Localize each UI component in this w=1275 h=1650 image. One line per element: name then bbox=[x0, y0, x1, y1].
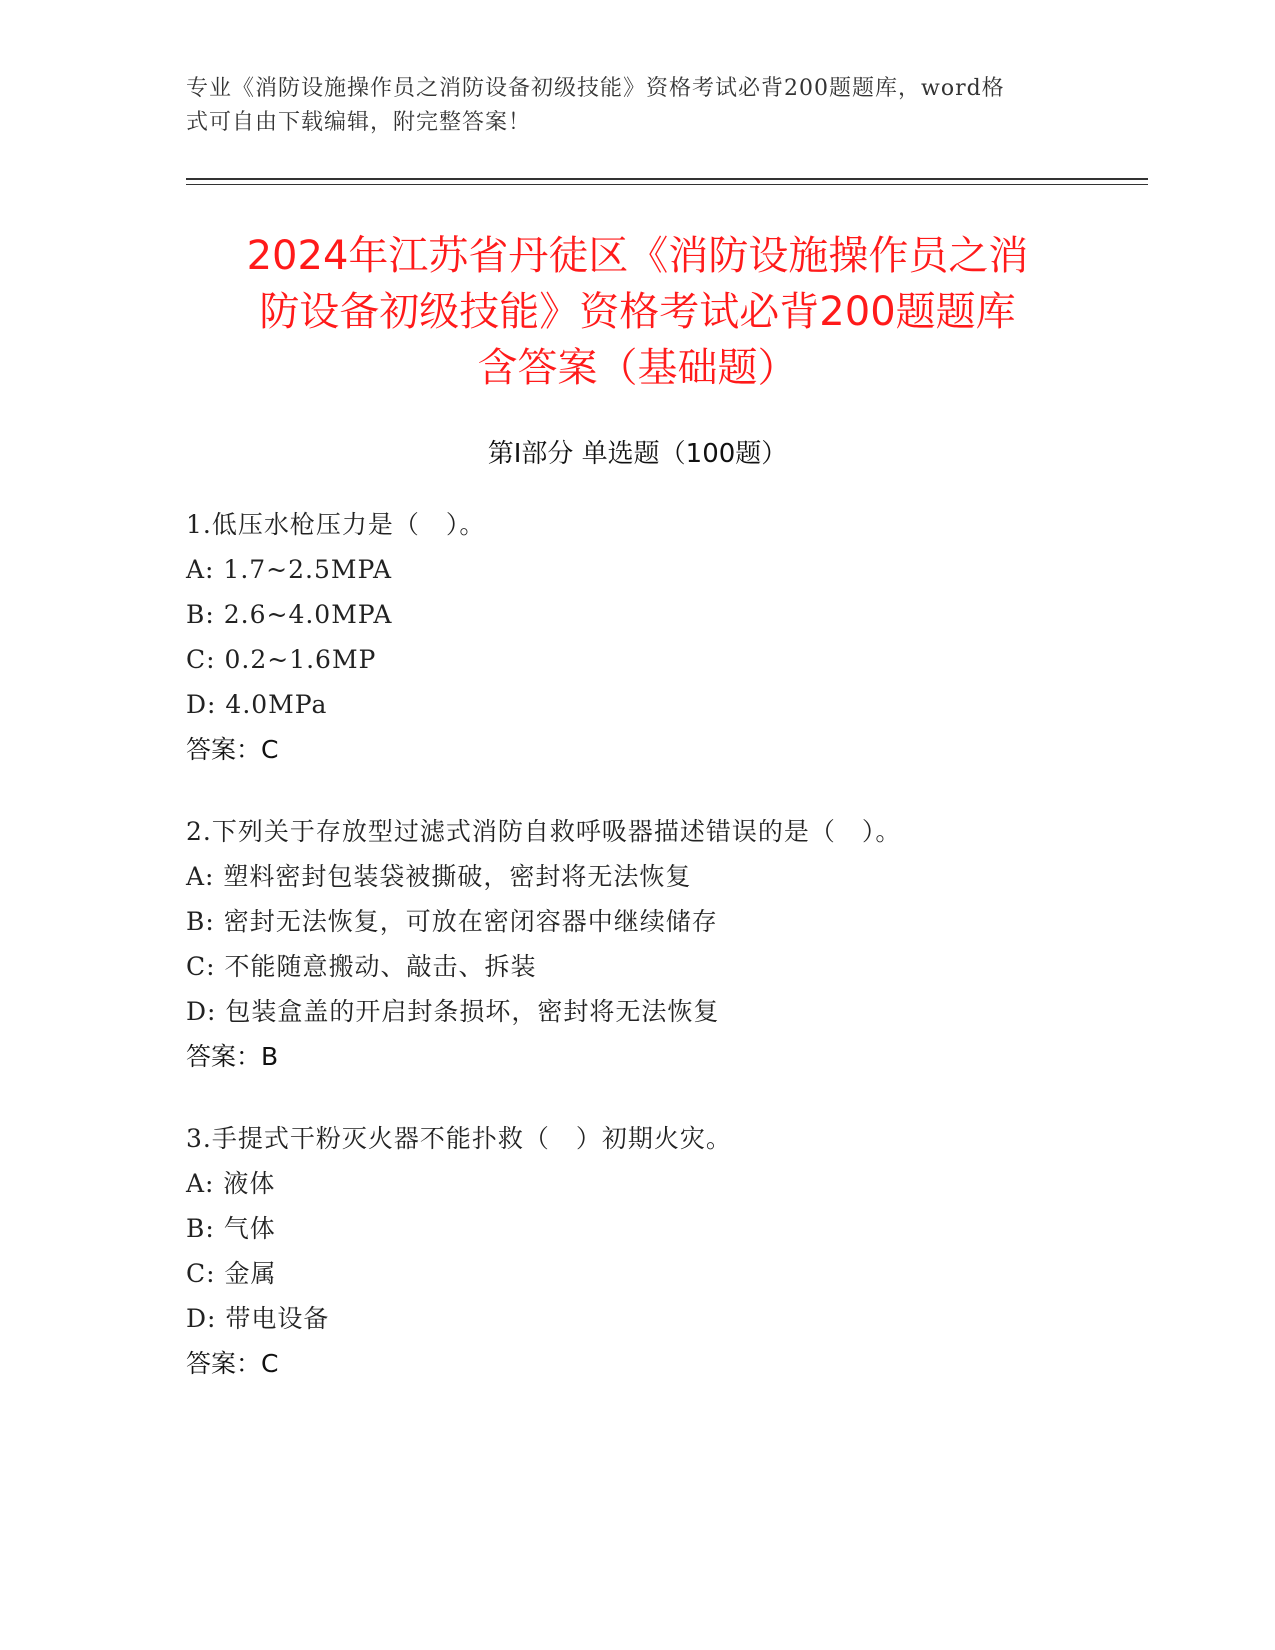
question-stem: 2.下列关于存放型过滤式消防自救呼吸器描述错误的是（ ）。 bbox=[186, 817, 902, 846]
question-item bbox=[186, 502, 1086, 772]
header-divider bbox=[186, 178, 1148, 180]
header-note-line: 专业《消防设施操作员之消防设备初级技能》资格考试必背200题题库，word格 bbox=[186, 76, 1005, 101]
option-d: D: 4.0MPa bbox=[186, 690, 328, 719]
option-b: B: 2.6~4.0MPA bbox=[186, 600, 393, 629]
option-c: C: 金属 bbox=[186, 1259, 277, 1288]
option-c: C: 0.2~1.6MP bbox=[186, 645, 377, 674]
answer-label: 答案：B bbox=[186, 1042, 279, 1071]
option-d: D: 带电设备 bbox=[186, 1304, 330, 1333]
section-title: 第Ⅰ部分 单选题（100题） bbox=[487, 439, 788, 469]
header-note-line: 式可自由下载编辑，附完整答案！ bbox=[186, 110, 532, 135]
question-stem: 3.手提式干粉灭火器不能扑救（ ）初期火灾。 bbox=[186, 1124, 732, 1153]
document-title bbox=[150, 228, 1125, 396]
header-note bbox=[186, 72, 1066, 140]
title-line: 含答案（基础题） bbox=[477, 345, 798, 391]
question-stem: 1.低压水枪压力是（ ）。 bbox=[186, 510, 486, 539]
option-c: C: 不能随意搬动、敲击、拆装 bbox=[186, 952, 537, 981]
answer-label: 答案：C bbox=[186, 735, 279, 764]
title-line: 防设备初级技能》资格考试必背200题题库 bbox=[259, 289, 1016, 335]
option-a: A: 液体 bbox=[186, 1169, 276, 1198]
option-b: B: 密封无法恢复，可放在密闭容器中继续储存 bbox=[186, 907, 718, 936]
header-divider bbox=[186, 184, 1148, 185]
answer-label: 答案：C bbox=[186, 1349, 279, 1378]
option-a: A: 1.7~2.5MPA bbox=[186, 555, 393, 584]
question-item bbox=[186, 1116, 1086, 1386]
option-a: A: 塑料密封包装袋被撕破，密封将无法恢复 bbox=[186, 862, 692, 891]
option-d: D: 包装盒盖的开启封条损坏，密封将无法恢复 bbox=[186, 997, 720, 1026]
title-line: 2024年江苏省丹徒区《消防设施操作员之消 bbox=[246, 233, 1029, 279]
question-item bbox=[186, 809, 1086, 1079]
option-b: B: 气体 bbox=[186, 1214, 276, 1243]
